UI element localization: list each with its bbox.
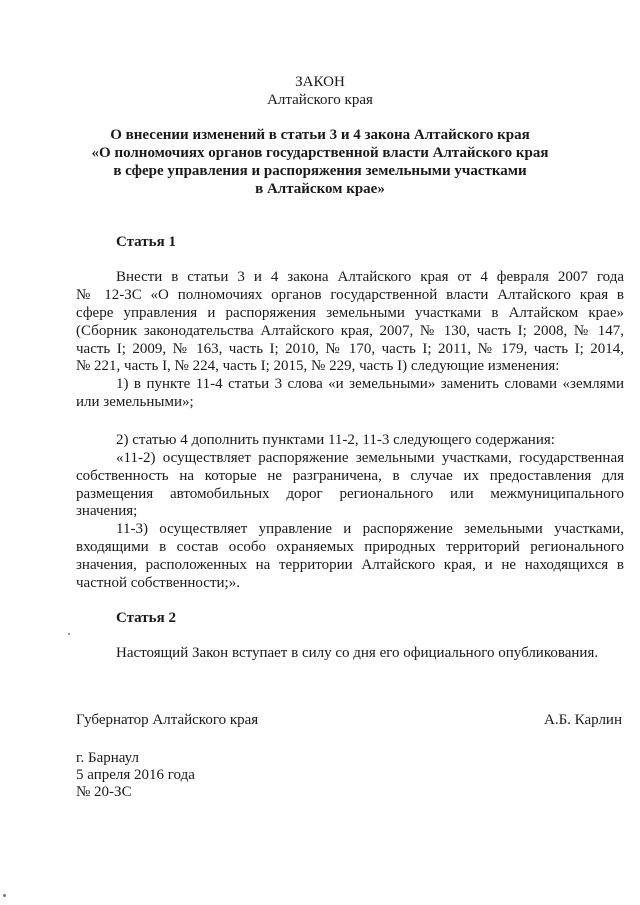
signing-date: 5 апреля 2016 года [76,767,195,783]
article-2-text: Настоящий Закон вступает в силу со дня его официального опубликования. [116,645,599,661]
article-1-line: 11-3) осуществляет управление и распоряжение земельными участками, [116,521,624,537]
article-1-line: частной собственности;». [76,575,240,591]
article-1-line: собственность на которые не разграничена, в случае их предоставления для [76,468,624,484]
law-heading-line: в сфере управления и распоряжения земельными участками [113,163,527,179]
signatory-position: Губернатор Алтайского края [76,712,259,728]
law-title: ЗАКОН [295,74,345,90]
article-1-line: значения, расположенных на территории Алтайского края, и не находящихся в [76,557,624,573]
article-1-line: входящими в состав особо охраняемых природных территорий регионального [76,539,624,555]
law-heading-line: О внесении изменений в статьи 3 и 4 закона Алтайского края [110,127,530,143]
law-region: Алтайского края [267,92,373,108]
law-number: № 20-ЗС [76,784,132,800]
article-1-line: или земельными»; [76,394,194,410]
article-1-line: часть I; 2009, № 163, часть I; 2010, № 170, часть I; 2011, № 179, часть I; 2014, [76,341,624,357]
article-1-line: № 12-ЗС «О полномочиях органов государственной власти Алтайского края в [76,287,624,303]
article-1-line: 2) статью 4 дополнить пунктами 11-2, 11-3 следующего содержания: [116,432,555,448]
article-1-line: 1) в пункте 11-4 статьи 3 слова «и земельными» заменить словами «землями [116,376,624,392]
scan-speck [68,633,70,635]
article-2-title: Статья 2 [116,610,176,626]
article-1-line: Внести в статьи 3 и 4 закона Алтайского края от 4 февраля 2007 года [116,269,624,285]
signatory-name: А.Б. Карлин [543,712,622,728]
article-1-line: № 221, часть I, № 224, часть I; 2015, № 229, часть I) следующие изменения: [76,358,560,374]
place-of-signing: г. Барнаул [76,750,139,766]
article-1-line: значения; [76,503,138,519]
article-1-title: Статья 1 [116,234,176,250]
article-1-line: сфере управления и распоряжения земельными участками в Алтайском крае» [76,305,624,321]
law-heading-line: «О полномочиях органов государственной власти Алтайского края [91,145,549,161]
article-1-line: «11-2) осуществляет распоряжение земельными участками, государственная [116,450,624,466]
article-1-line: (Сборник законодательства Алтайского края, 2007, № 130, часть I; 2008, № 147, [76,323,624,339]
law-heading-line: в Алтайском крае» [255,181,385,197]
article-1-line: размещения автомобильных дорог регионального или межмуниципального [76,486,624,502]
scan-speck [3,894,6,897]
